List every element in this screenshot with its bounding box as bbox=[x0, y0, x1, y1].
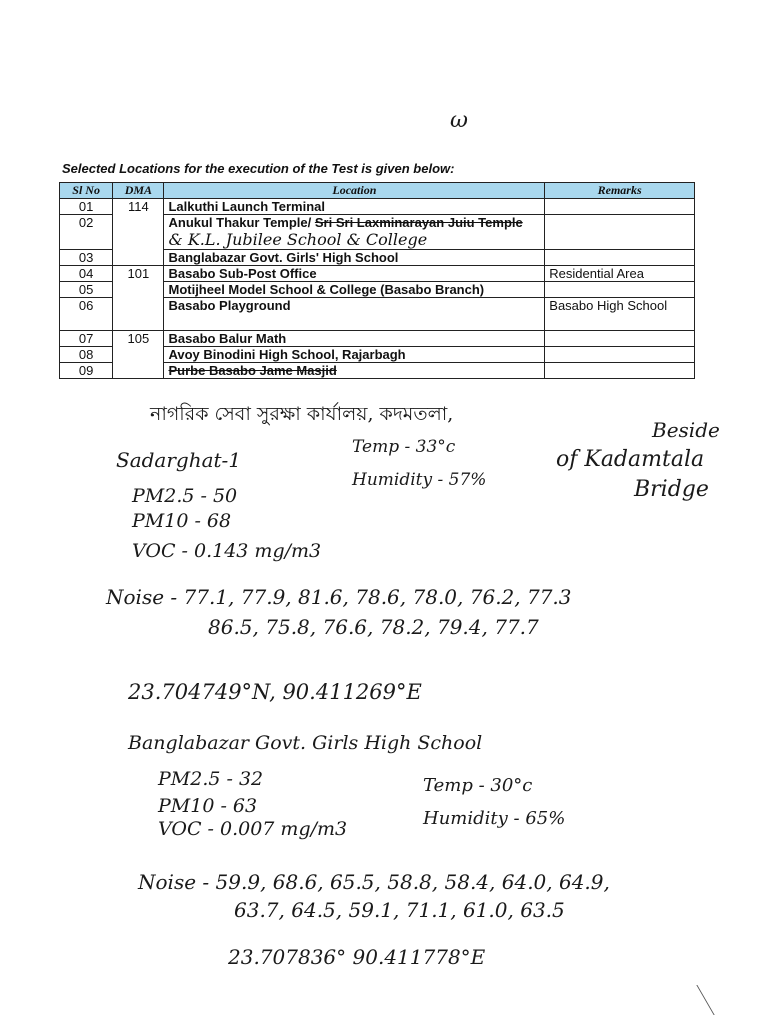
header-location: Location bbox=[164, 183, 545, 199]
table-row bbox=[60, 199, 695, 215]
scan-edge-mark bbox=[696, 985, 754, 1015]
cell-location: Motijheel Model School & College (Basabo Branch) bbox=[164, 282, 545, 298]
handwritten-initial-mark: ω bbox=[450, 108, 468, 133]
cell-slno: 06 bbox=[60, 298, 113, 331]
cell-dma: 105 bbox=[113, 331, 164, 379]
cell-remarks bbox=[545, 282, 695, 298]
handwritten-coords-1: 23.704749°N, 90.411269°E bbox=[128, 680, 422, 704]
handwritten-pm10-1: PM10 - 68 bbox=[132, 510, 232, 532]
locations-table bbox=[59, 182, 695, 379]
handwritten-noise-2a: Noise - 59.9, 68.6, 65.5, 58.8, 58.4, 64.0, 64.9, bbox=[138, 870, 610, 894]
handwritten-noise-1a: Noise - 77.1, 77.9, 81.6, 78.6, 78.0, 76.2, 77.3 bbox=[106, 585, 572, 609]
handwritten-voc-2: VOC - 0.007 mg/m3 bbox=[158, 818, 348, 840]
cell-location: Basabo Sub-Post Office bbox=[164, 266, 545, 282]
table-caption: Selected Locations for the execution of the Test is given below: bbox=[62, 161, 455, 176]
cell-slno: 02 bbox=[60, 215, 113, 250]
cell-slno: 01 bbox=[60, 199, 113, 215]
handwritten-noise-2b: 63.7, 64.5, 59.1, 71.1, 61.0, 63.5 bbox=[234, 898, 565, 922]
struck-location-text: Sri Sri Laxminarayan Juiu Temple bbox=[314, 215, 523, 230]
cell-remarks bbox=[545, 199, 695, 215]
cell-location: Banglabazar Govt. Girls' High School bbox=[164, 250, 545, 266]
cell-dma: 101 bbox=[113, 266, 164, 331]
cell-remarks: Residential Area bbox=[545, 266, 695, 282]
cell-remarks bbox=[545, 331, 695, 347]
handwritten-beside-3: Bridge bbox=[634, 477, 709, 502]
handwritten-pm10-2: PM10 - 63 bbox=[158, 795, 258, 817]
header-dma: DMA bbox=[113, 183, 164, 199]
cell-slno: 04 bbox=[60, 266, 113, 282]
cell-location: Purbe Basabo Jame Masjid bbox=[164, 363, 545, 379]
cell-slno: 05 bbox=[60, 282, 113, 298]
header-slno: Sl No bbox=[60, 183, 113, 199]
table-header-row bbox=[60, 183, 695, 199]
header-remarks: Remarks bbox=[545, 183, 695, 199]
cell-remarks: Basabo High School bbox=[545, 298, 695, 331]
cell-location: Avoy Binodini High School, Rajarbagh bbox=[164, 347, 545, 363]
handwritten-beside-2: of Kadamtala bbox=[556, 447, 705, 472]
handwritten-site-2: Banglabazar Govt. Girls High School bbox=[128, 732, 483, 754]
handwritten-beside-1: Beside bbox=[652, 418, 720, 442]
cell-remarks bbox=[545, 215, 695, 250]
cell-dma: 114 bbox=[113, 199, 164, 266]
cell-remarks bbox=[545, 363, 695, 379]
handwritten-pm25-1: PM2.5 - 50 bbox=[132, 485, 238, 507]
table-row bbox=[60, 266, 695, 282]
handwritten-coords-2: 23.707836° 90.411778°E bbox=[228, 945, 486, 969]
handwritten-noise-1b: 86.5, 75.8, 76.6, 78.2, 79.4, 77.7 bbox=[208, 615, 539, 639]
handwritten-pm25-2: PM2.5 - 32 bbox=[158, 768, 264, 790]
cell-location: Basabo Balur Math bbox=[164, 331, 545, 347]
table-row bbox=[60, 331, 695, 347]
handwritten-humidity-1: Humidity - 57% bbox=[352, 470, 487, 490]
handwritten-voc-1: VOC - 0.143 mg/m3 bbox=[132, 540, 322, 562]
cell-slno: 09 bbox=[60, 363, 113, 379]
location-text: Anukul Thakur Temple/ bbox=[168, 215, 312, 230]
cell-remarks bbox=[545, 250, 695, 266]
handwritten-humidity-2: Humidity - 65% bbox=[423, 808, 566, 829]
cell-location: Lalkuthi Launch Terminal bbox=[164, 199, 545, 215]
handwritten-site-1: Sadarghat-1 bbox=[116, 448, 242, 472]
handwritten-temp-1: Temp - 33°c bbox=[352, 437, 456, 457]
cell-slno: 07 bbox=[60, 331, 113, 347]
cell-location: Basabo Playground bbox=[164, 298, 545, 331]
cell-remarks bbox=[545, 347, 695, 363]
cell-slno: 03 bbox=[60, 250, 113, 266]
cell-slno: 08 bbox=[60, 347, 113, 363]
cell-location bbox=[164, 215, 545, 250]
handwritten-bangla-location: নাগরিক সেবা সুরক্ষা কার্যালয়, কদমতলা, bbox=[150, 403, 454, 425]
handwritten-insertion: & K.L. Jubilee School & College bbox=[168, 230, 428, 249]
handwritten-temp-2: Temp - 30°c bbox=[423, 775, 533, 796]
